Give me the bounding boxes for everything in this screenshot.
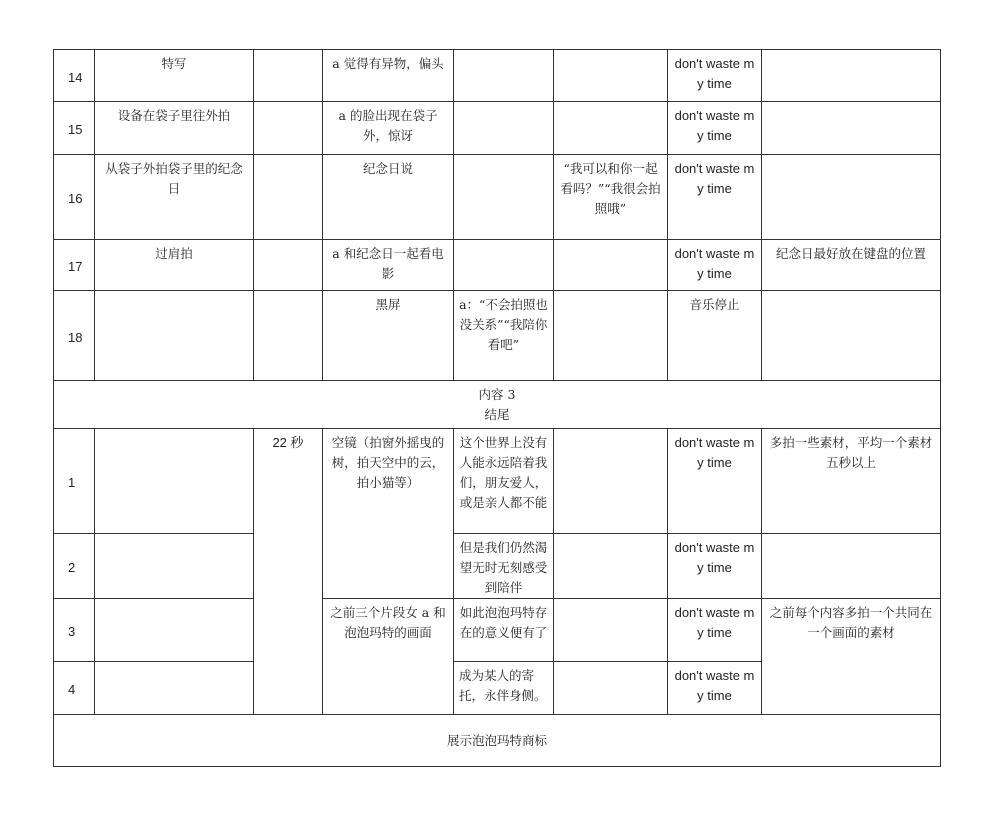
note-cell: [762, 534, 941, 599]
content-cell: 黑屏: [323, 291, 454, 381]
content-cell: 纪念日说: [323, 155, 454, 240]
content-cell: a 觉得有异物，偏头: [323, 50, 454, 102]
shot-number: 17: [54, 240, 95, 291]
final-row: [54, 715, 941, 767]
music-cell: don't waste my time: [668, 155, 762, 240]
narration-cell: [454, 155, 554, 240]
shot-type: [95, 534, 254, 599]
music-cell: don't waste my time: [668, 534, 762, 599]
duration-cell: [254, 50, 323, 102]
content-cell: 之前三个片段女 a 和泡泡玛特的画面: [323, 599, 454, 715]
shot-number: 14: [54, 50, 95, 102]
duration-cell: [254, 240, 323, 291]
brand-logo-display-cell: 展示泡泡玛特商标: [54, 715, 941, 767]
note-cell: [762, 155, 941, 240]
shot-type: 从袋子外拍袋子里的纪念日: [95, 155, 254, 240]
shot-number: 1: [54, 429, 95, 534]
shot-type: [95, 429, 254, 534]
narration-cell: [454, 50, 554, 102]
note-cell: 多拍一些素材，平均一个素材五秒以上: [762, 429, 941, 534]
dialogue-cell: “我可以和你一起看吗？”“我很会拍照哦”: [554, 155, 668, 240]
shot-type: 特写: [95, 50, 254, 102]
dialogue-cell: [554, 662, 668, 715]
music-cell: 音乐停止: [668, 291, 762, 381]
section-title: 内容 3: [478, 387, 516, 402]
shot-type: 设备在袋子里往外拍: [95, 102, 254, 155]
storyboard-sheet: [53, 49, 940, 765]
shot-number: 16: [54, 155, 95, 240]
table-row: [54, 599, 941, 662]
music-cell: don't waste my time: [668, 429, 762, 534]
table-row: [54, 429, 941, 534]
note-cell: 纪念日最好放在键盘的位置: [762, 240, 941, 291]
narration-cell: 成为某人的寄托，永伴身侧。: [454, 662, 554, 715]
narration-cell: a：“不会拍照也没关系”“我陪你看吧”: [454, 291, 554, 381]
content-cell: a 和纪念日一起看电影: [323, 240, 454, 291]
duration-cell: [254, 155, 323, 240]
narration-cell: 但是我们仍然渴望无时无刻感受到陪伴: [454, 534, 554, 599]
content-cell: a 的脸出现在袋子外，惊讶: [323, 102, 454, 155]
table-row: [54, 50, 941, 102]
music-cell: don't waste my time: [668, 50, 762, 102]
shot-number: 2: [54, 534, 95, 599]
shot-type: [95, 291, 254, 381]
music-cell: don't waste my time: [668, 662, 762, 715]
dialogue-cell: [554, 599, 668, 662]
music-cell: don't waste my time: [668, 599, 762, 662]
shot-type: [95, 662, 254, 715]
content-cell: 空镜（拍窗外摇曳的树，拍天空中的云，拍小猫等）: [323, 429, 454, 599]
section-heading: [54, 381, 941, 429]
table-row: [54, 155, 941, 240]
note-cell: [762, 50, 941, 102]
note-cell: [762, 291, 941, 381]
table-row: [54, 240, 941, 291]
dialogue-cell: [554, 291, 668, 381]
table-row: [54, 291, 941, 381]
shot-number: 3: [54, 599, 95, 662]
duration-cell: 22 秒: [254, 429, 323, 715]
music-cell: don't waste my time: [668, 240, 762, 291]
dialogue-cell: [554, 429, 668, 534]
shot-number: 15: [54, 102, 95, 155]
dialogue-cell: [554, 240, 668, 291]
narration-cell: [454, 240, 554, 291]
section-subtitle: 结尾: [484, 407, 510, 422]
shot-type: 过肩拍: [95, 240, 254, 291]
duration-cell: [254, 102, 323, 155]
duration-cell: [254, 291, 323, 381]
shot-number: 4: [54, 662, 95, 715]
shot-type: [95, 599, 254, 662]
note-cell: [762, 102, 941, 155]
narration-cell: 如此泡泡玛特存在的意义便有了: [454, 599, 554, 662]
note-cell: 之前每个内容多拍一个共同在一个画面的素材: [762, 599, 941, 715]
table-row: [54, 102, 941, 155]
table-row: [54, 534, 941, 599]
narration-cell: 这个世界上没有人能永远陪着我们，朋友爱人，或是亲人都不能: [454, 429, 554, 534]
shot-number: 18: [54, 291, 95, 381]
storyboard-table: [53, 49, 941, 767]
section-row: [54, 381, 941, 429]
narration-cell: [454, 102, 554, 155]
music-cell: don't waste my time: [668, 102, 762, 155]
dialogue-cell: [554, 102, 668, 155]
dialogue-cell: [554, 50, 668, 102]
dialogue-cell: [554, 534, 668, 599]
